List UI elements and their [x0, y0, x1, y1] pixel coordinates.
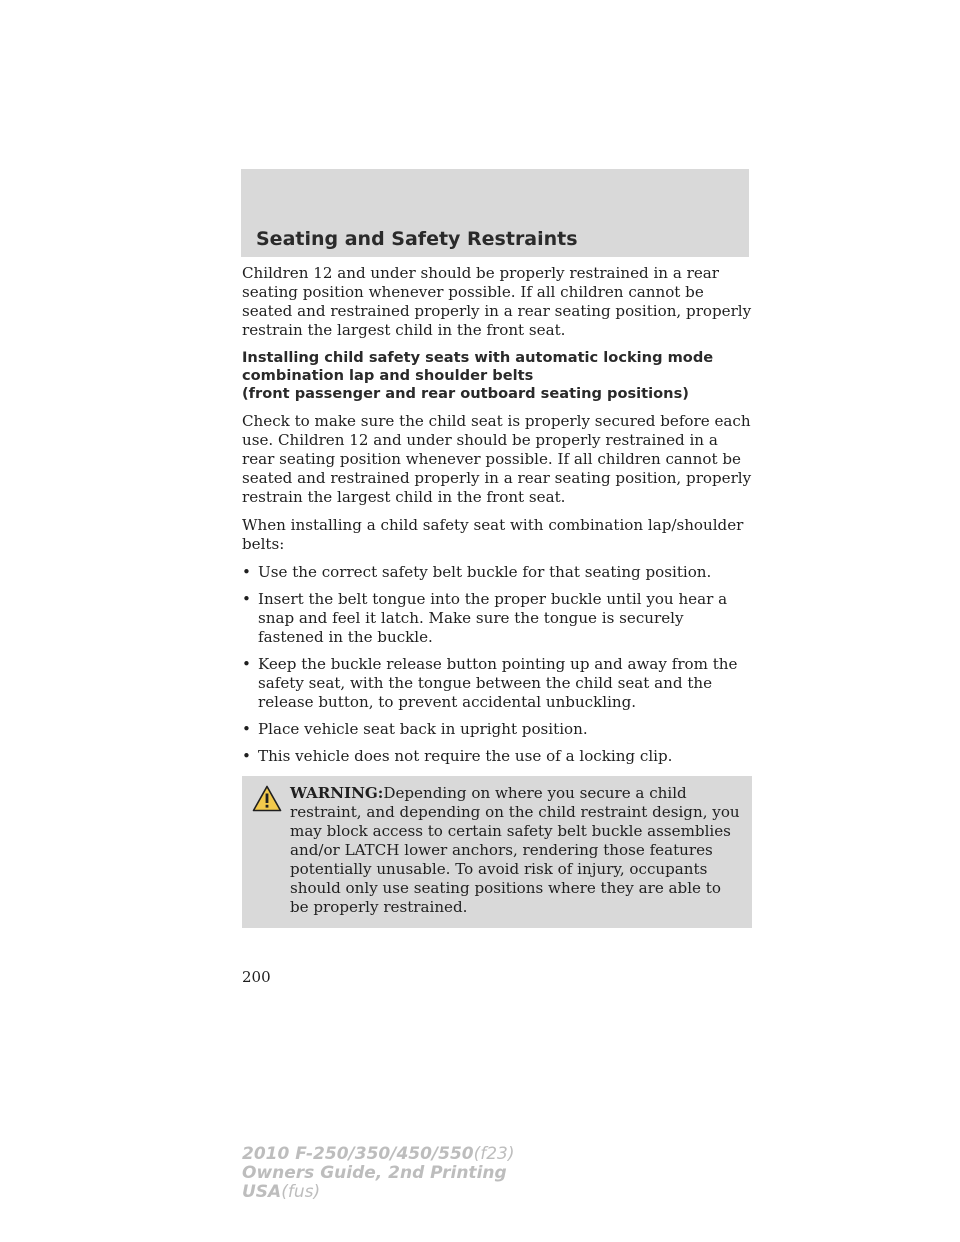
- list-item: [242, 590, 752, 647]
- warning-triangle-icon: [252, 785, 282, 812]
- list-item-text: Place vehicle seat back in upright position.: [258, 720, 588, 738]
- list-item: [242, 563, 752, 582]
- warning-box: [242, 776, 752, 928]
- warning-label: WARNING:: [290, 784, 384, 802]
- bullet-icon: •: [242, 563, 251, 581]
- subheading-line: (front passenger and rear outboard seating positions): [242, 385, 689, 402]
- footer-line: [242, 1145, 515, 1164]
- subheading-child-seat-installation: [242, 349, 752, 403]
- page-content: [242, 264, 752, 928]
- document-footer: [242, 1145, 515, 1202]
- footer-model: 2010 F-250/350/450/550: [242, 1144, 474, 1164]
- subheading-line: combination lap and shoulder belts: [242, 367, 534, 384]
- bullet-icon: •: [242, 720, 251, 738]
- list-item-text: Use the correct safety belt buckle for that seating position.: [258, 563, 712, 581]
- intro-paragraph: Children 12 and under should be properly restrained in a rear seating position whenever possible. If all children cannot be seated and restrained properly in a rear seating position, properly restrain the largest child in the front seat.: [242, 264, 752, 339]
- when-installing-paragraph: When installing a child safety seat with combination lap/shoulder belts:: [242, 516, 744, 553]
- footer-market: USA: [242, 1182, 282, 1202]
- check-paragraph: Check to make sure the child seat is properly secured before each use. Children 12 and under should be properly restrained in a rear seating position whenever possible. If all children cannot be seated and restrained properly in a rear seating position, properly restrain the largest child in the front seat.: [242, 412, 752, 506]
- footer-market-code: (fus): [281, 1182, 321, 1202]
- list-item-text: Keep the buckle release button pointing up and away from the safety seat, with the tongue between the child seat and the release button, to prevent accidental unbuckling.: [258, 655, 738, 711]
- section-title: Seating and Safety Restraints: [256, 228, 578, 250]
- bullet-icon: •: [242, 747, 251, 765]
- page-number: 200: [242, 968, 271, 986]
- subheading-line: Installing child safety seats with automatic locking mode: [242, 349, 714, 366]
- warning-body: Depending on where you secure a child restraint, and depending on the child restraint design, you may block access to certain safety belt buckle assemblies and/or LATCH lower anchors, rendering those features potentially unusable. To avoid risk of injury, occupants should only use seating positions where they are able to be properly restrained.: [290, 784, 740, 916]
- list-item: [242, 655, 752, 712]
- list-item: [242, 747, 752, 766]
- bullet-icon: •: [242, 590, 251, 608]
- warning-text: [250, 784, 744, 917]
- footer-model-code: (f23): [473, 1144, 515, 1164]
- instruction-list: [242, 563, 752, 766]
- bullet-icon: •: [242, 655, 251, 673]
- list-item: [242, 720, 752, 739]
- list-item-text: Insert the belt tongue into the proper buckle until you hear a snap and feel it latch. Make sure the tongue is securely fastened in the buckle.: [258, 590, 728, 646]
- footer-line: Owners Guide, 2nd Printing: [242, 1163, 507, 1183]
- list-item-text: This vehicle does not require the use of a locking clip.: [258, 747, 673, 765]
- footer-line: [242, 1183, 515, 1202]
